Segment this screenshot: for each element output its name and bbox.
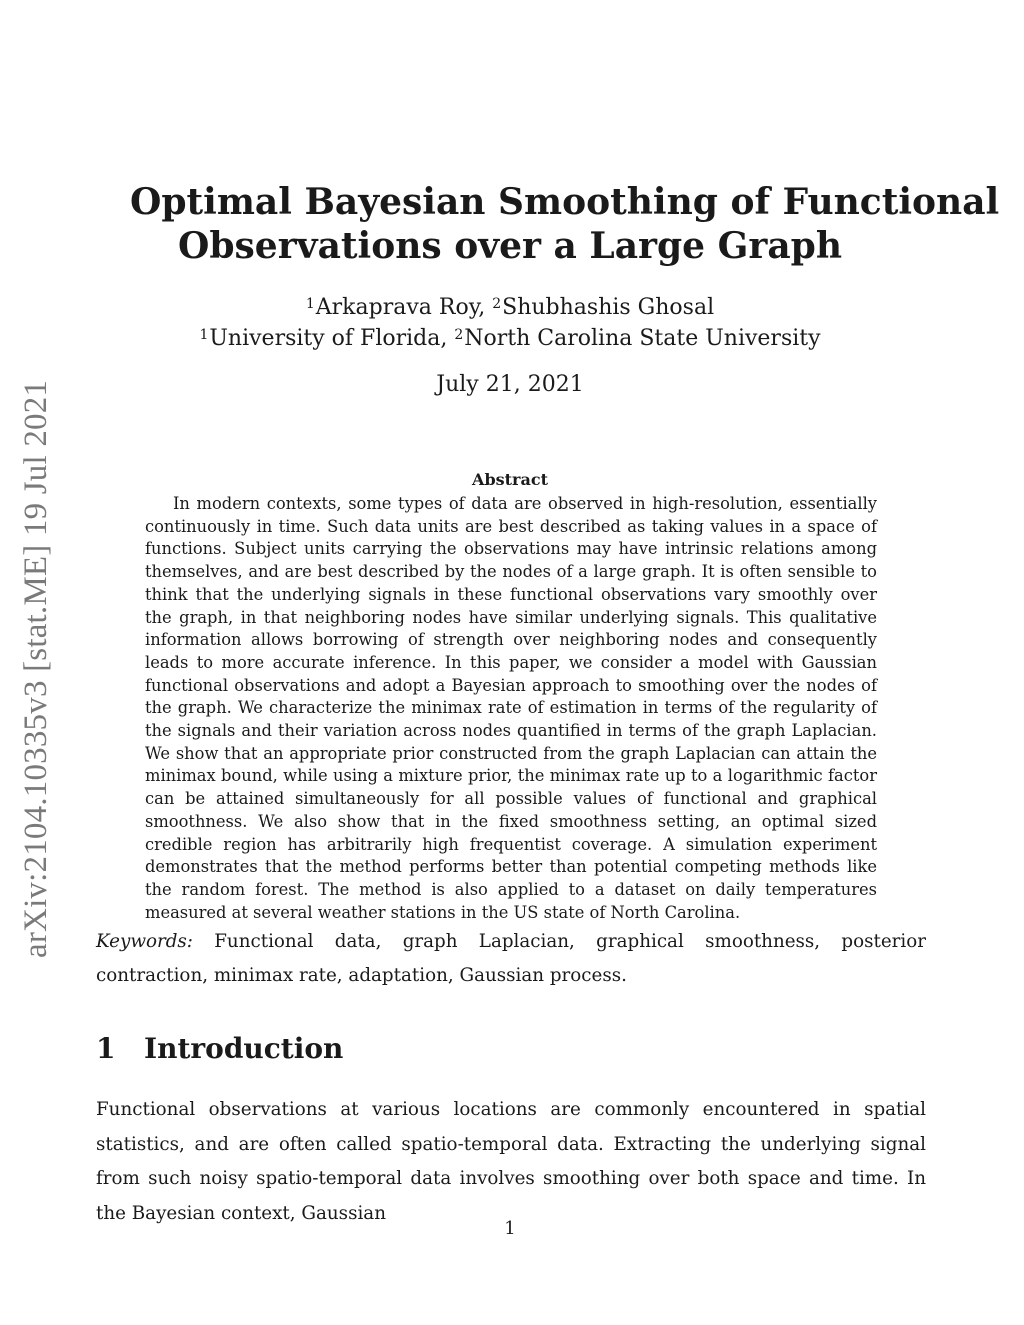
title-line-2: Observations over a Large Graph <box>178 225 842 267</box>
author1-name: Arkaprava Roy, <box>315 295 486 320</box>
affil1-mark: 1 <box>199 327 209 343</box>
affil2-name: North Carolina State University <box>464 326 821 351</box>
author2-name: Shubhashis Ghosal <box>502 295 715 320</box>
keywords-label: Keywords: <box>96 931 193 952</box>
page-number: 1 <box>504 1218 516 1239</box>
title-line-1: Optimal Bayesian Smoothing of Functional <box>130 181 1000 223</box>
author2-affiliation-mark: 2 <box>492 296 502 312</box>
author1-affiliation-mark: 1 <box>305 296 315 312</box>
section-number: 1 <box>96 1032 116 1065</box>
keywords-paragraph <box>96 925 926 993</box>
introduction-paragraph: Functional observations at various locations are commonly encountered in spatial statistics, and are often called spatio-temporal data. Extracting the underlying signal from such noisy spatio-temporal data involves smoothing over both space and time. In the Bayesian context, Gaussian <box>96 1099 926 1224</box>
arxiv-identifier-stamp: arXiv:2104.10335v3 [stat.ME] 19 Jul 2021 <box>18 379 54 958</box>
affil1-name: University of Florida, <box>209 326 448 351</box>
abstract-text: In modern contexts, some types of data are observed in high-resolution, essentially continuously in time. Such data units are best described as taking values in a space of functions. Subject units carrying the observations may have intrinsic relations among themselves, and are best described by the nodes of a large graph. It is often sensible to think that the underlying signals in these functional observations vary smoothly over the graph, in that neighboring nodes have similar underlying signals. This qualitative information allows borrowing of strength over neighboring nodes and consequently leads to more accurate inference. In this paper, we consider a model with Gaussian functional observations and adopt a Bayesian approach to smoothing over the nodes of the graph. We characterize the minimax rate of estimation in terms of the regularity of the signals and their variation across nodes quantified in terms of the graph Laplacian. We show that an appropriate prior constructed from the graph Laplacian can attain the minimax bound, while using a mixture prior, the minimax rate up to a logarithmic factor can be attained simultaneously for all possible values of functional and graphical smoothness. We also show that in the fixed smoothness setting, an optimal sized credible region has arbitrarily high frequentist coverage. A simulation experiment demonstrates that the method performs better than potential competing methods like the random forest. The method is also applied to a dataset on daily temperatures measured at several weather stations in the US state of North Carolina. <box>145 494 877 922</box>
author-names <box>130 292 890 323</box>
affil2-mark: 2 <box>454 327 464 343</box>
paper-date: July 21, 2021 <box>436 372 584 397</box>
author-block <box>130 292 890 354</box>
paper-title <box>130 180 1000 268</box>
section-heading-introduction <box>96 1032 926 1065</box>
keywords-list: Functional data, graph Laplacian, graphical smoothness, posterior contraction, minimax rate, adaptation, Gaussian process. <box>96 931 926 986</box>
section-title: Introduction <box>144 1032 344 1065</box>
affiliations <box>130 323 890 354</box>
abstract-heading: Abstract <box>472 470 548 489</box>
